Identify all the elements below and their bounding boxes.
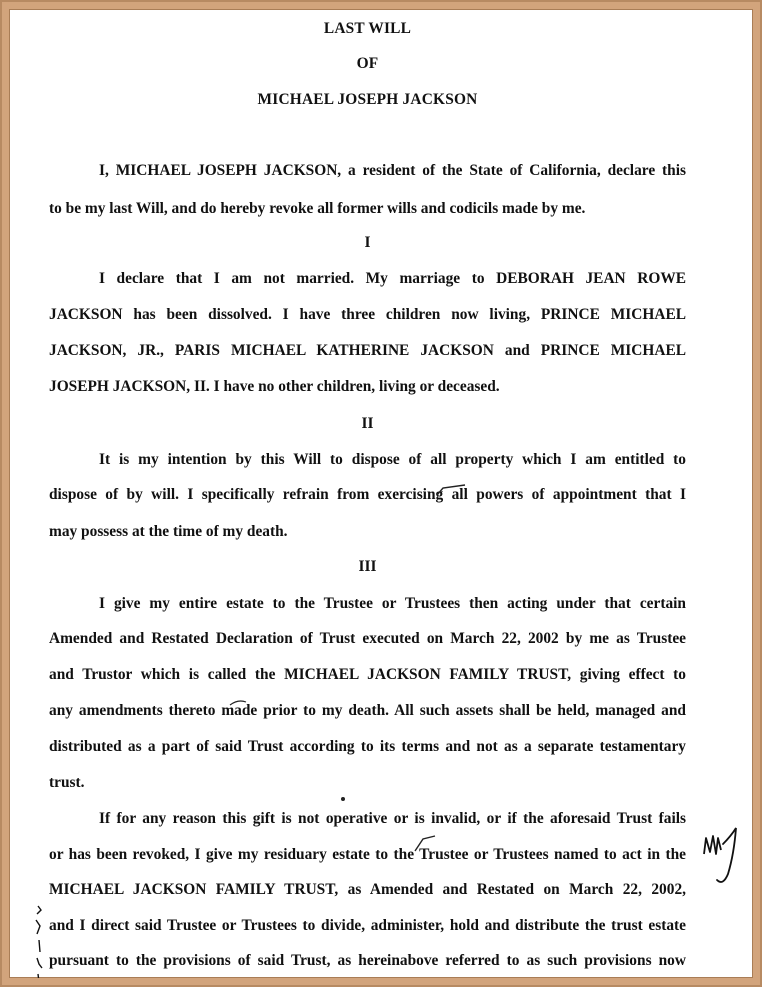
section-3-line-6: trust. bbox=[49, 774, 85, 791]
section-1-line-1: I declare that I am not married. My marriage to DEBORAH JEAN ROWE bbox=[99, 270, 686, 287]
section-heading-3: III bbox=[358, 558, 377, 575]
section-3-line-1: I give my entire estate to the Trustee or Trustees then acting under that certain bbox=[99, 595, 686, 612]
section-3b-line-1: If for any reason this gift is not operative or is invalid, or if the aforesaid Trust fails bbox=[99, 810, 686, 827]
preamble-line-1: I, MICHAEL JOSEPH JACKSON, a resident of the State of California, declare this bbox=[99, 162, 686, 179]
section-3-line-2: Amended and Restated Declaration of Trust executed on March 22, 2002 by me as Trustee bbox=[49, 630, 686, 647]
section-3b-line-3: MICHAEL JACKSON FAMILY TRUST, as Amended and Restated on March 22, 2002, bbox=[49, 881, 686, 898]
document-page bbox=[9, 9, 753, 978]
section-3-line-3: and Trustor which is called the MICHAEL JACKSON FAMILY TRUST, giving effect to bbox=[49, 666, 686, 683]
handwritten-initials-icon bbox=[701, 824, 745, 890]
will-title: LAST WILL bbox=[323, 20, 412, 37]
section-1-line-4: JOSEPH JACKSON, II. I have no other children, living or deceased. bbox=[49, 378, 500, 395]
section-3b-line-4: and I direct said Trustee or Trustees to divide, administer, hold and distribute the trust estate bbox=[49, 917, 686, 934]
section-3b-line-5: pursuant to the provisions of said Trust, as hereinabove referred to as such provisions now bbox=[49, 952, 686, 969]
section-2-line-2: dispose of by will. I specifically refrain from exercising all powers of appointment that I bbox=[49, 486, 686, 503]
preamble-line-2: to be my last Will, and do hereby revoke all former wills and codicils made by me. bbox=[49, 200, 586, 217]
section-3b-line-2: or has been revoked, I give my residuary estate to the Trustee or Trustees named to act in the bbox=[49, 846, 686, 863]
section-2-line-1: It is my intention by this Will to dispose of all property which I am entitled to bbox=[99, 451, 686, 468]
ink-dot-icon bbox=[339, 795, 347, 803]
will-title-of: OF bbox=[356, 55, 379, 72]
testator-name-heading: MICHAEL JOSEPH JACKSON bbox=[257, 91, 478, 108]
section-2-line-3: may possess at the time of my death. bbox=[49, 523, 288, 540]
section-3-line-4: any amendments thereto made prior to my death. All such assets shall be held, managed and bbox=[49, 702, 686, 719]
section-1-line-2: JACKSON has been dissolved. I have three children now living, PRINCE MICHAEL bbox=[49, 306, 686, 323]
margin-scribble-icon bbox=[33, 904, 45, 978]
section-3-line-5: distributed as a part of said Trust according to its terms and not as a separate testamentary bbox=[49, 738, 686, 755]
section-heading-1: I bbox=[364, 234, 371, 251]
section-heading-2: II bbox=[361, 415, 374, 432]
section-1-line-3: JACKSON, JR., PARIS MICHAEL KATHERINE JACKSON and PRINCE MICHAEL bbox=[49, 342, 686, 359]
